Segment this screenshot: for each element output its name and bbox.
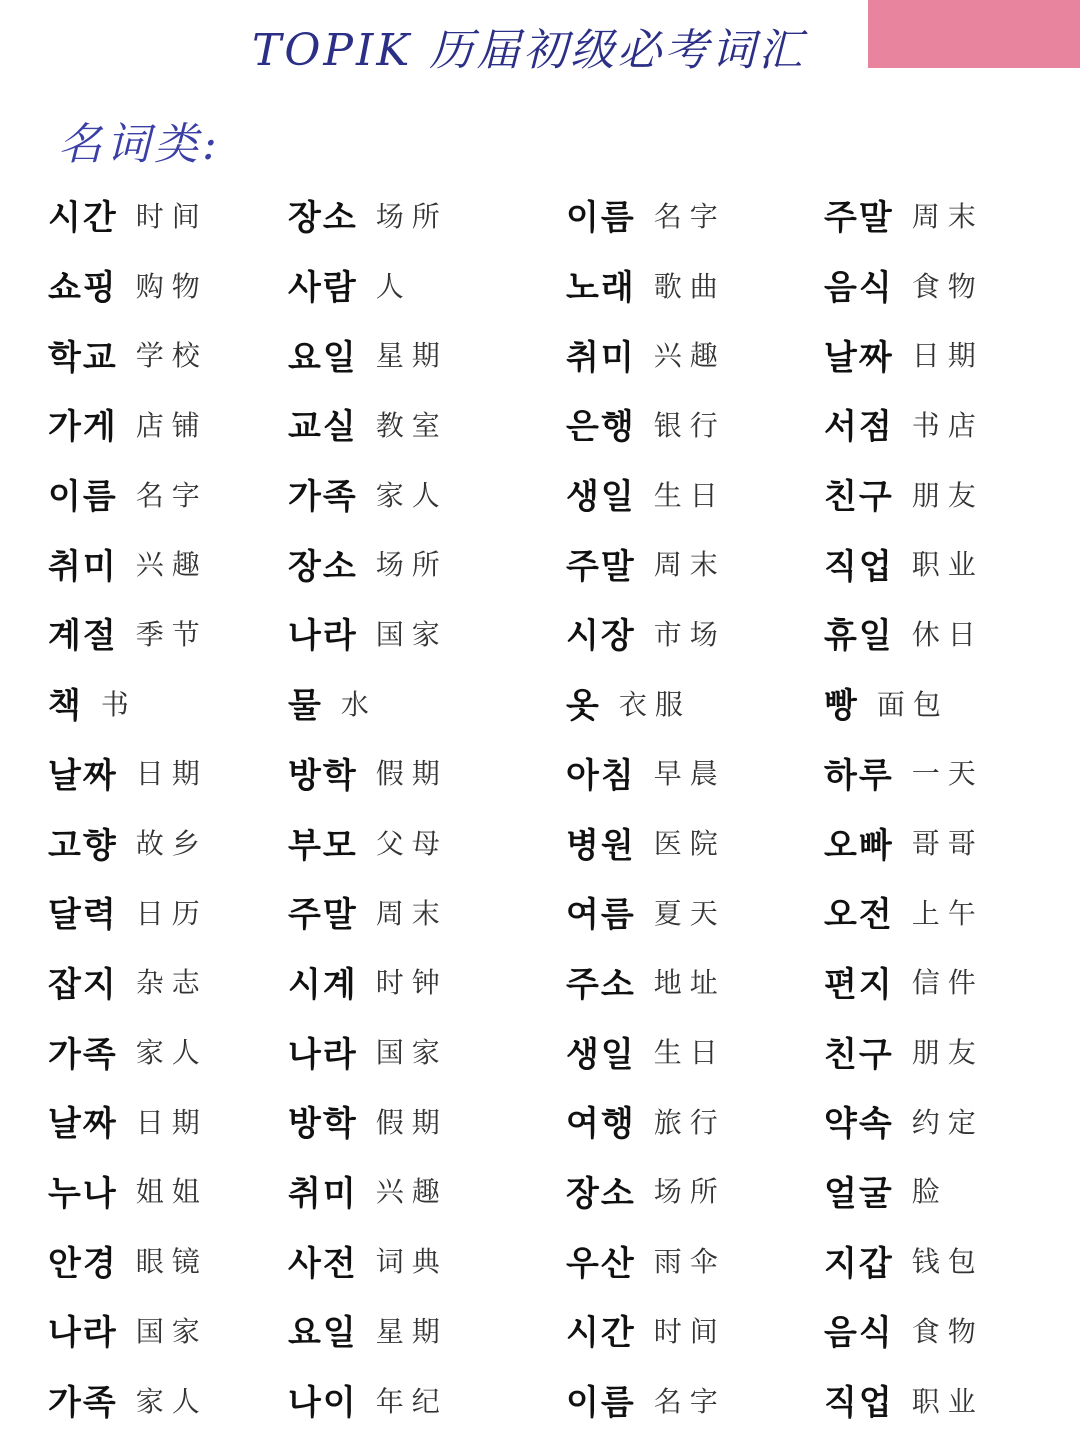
vocab-row — [48, 738, 1048, 808]
korean-word: 방학 — [288, 1104, 358, 1145]
vocab-entry — [824, 1016, 984, 1086]
vocab-entry — [824, 1086, 984, 1156]
vocab-row — [48, 807, 1048, 877]
chinese-meaning: 日期 — [135, 1105, 208, 1139]
vocab-entry — [566, 947, 726, 1017]
vocab-entry — [48, 1225, 208, 1295]
vocab-entry — [824, 807, 984, 877]
chinese-meaning: 哥哥 — [911, 827, 984, 861]
vocab-entry — [288, 528, 448, 598]
vocab-row — [48, 598, 1048, 668]
korean-word: 쇼핑 — [48, 268, 118, 309]
korean-word: 직업 — [824, 546, 894, 587]
vocab-entry — [566, 389, 726, 459]
korean-word: 나라 — [288, 616, 358, 657]
vocab-entry — [824, 180, 984, 250]
korean-word: 시계 — [288, 964, 358, 1005]
chinese-meaning: 周末 — [375, 896, 448, 930]
vocab-entry — [288, 877, 448, 947]
vocab-entry — [288, 668, 377, 738]
korean-word: 여행 — [566, 1104, 636, 1145]
vocab-row — [48, 459, 1048, 529]
korean-word: 가게 — [48, 407, 118, 448]
chinese-meaning: 名字 — [653, 1384, 726, 1418]
chinese-meaning: 眼镜 — [135, 1245, 208, 1279]
vocab-entry — [824, 528, 984, 598]
chinese-meaning: 职业 — [911, 1384, 984, 1418]
chinese-meaning: 名字 — [653, 199, 726, 233]
vocab-entry — [288, 807, 448, 877]
chinese-meaning: 星期 — [375, 1314, 448, 1348]
korean-word: 잡지 — [48, 964, 118, 1005]
vocab-entry — [566, 738, 726, 808]
chinese-meaning: 职业 — [911, 548, 984, 582]
chinese-meaning: 时间 — [135, 199, 208, 233]
vocab-row — [48, 528, 1048, 598]
chinese-meaning: 歌曲 — [653, 269, 726, 303]
chinese-meaning: 水 — [340, 687, 377, 721]
korean-word: 음식 — [824, 1313, 894, 1354]
vocab-row — [48, 1295, 1048, 1365]
korean-word: 방학 — [288, 755, 358, 796]
chinese-meaning: 日期 — [911, 339, 984, 373]
korean-word: 시간 — [566, 1313, 636, 1354]
vocab-entry — [566, 1156, 726, 1226]
chinese-meaning: 生日 — [653, 478, 726, 512]
vocab-entry — [288, 180, 448, 250]
chinese-meaning: 食物 — [911, 269, 984, 303]
korean-word: 교실 — [288, 407, 358, 448]
chinese-meaning: 家人 — [135, 1036, 208, 1070]
vocab-entry — [48, 1156, 208, 1226]
chinese-meaning: 上午 — [911, 896, 984, 930]
vocab-row — [48, 1365, 1048, 1434]
korean-word: 노래 — [566, 268, 636, 309]
korean-word: 지갑 — [824, 1243, 894, 1284]
chinese-meaning: 年纪 — [375, 1384, 448, 1418]
vocab-row — [48, 1086, 1048, 1156]
korean-word: 취미 — [48, 546, 118, 587]
korean-word: 음식 — [824, 268, 894, 309]
chinese-meaning: 朋友 — [911, 478, 984, 512]
chinese-meaning: 雨伞 — [653, 1245, 726, 1279]
korean-word: 이름 — [566, 198, 636, 239]
korean-word: 책 — [48, 686, 83, 727]
vocab-entry — [48, 947, 208, 1017]
korean-word: 약속 — [824, 1104, 894, 1145]
chinese-meaning: 食物 — [911, 1314, 984, 1348]
vocab-entry — [288, 1225, 448, 1295]
vocab-entry — [824, 598, 984, 668]
vocab-entry — [566, 180, 726, 250]
chinese-meaning: 假期 — [375, 1105, 448, 1139]
vocab-entry — [566, 1086, 726, 1156]
korean-word: 주말 — [566, 546, 636, 587]
section-heading: 名词类: — [58, 119, 221, 170]
vocab-entry — [824, 738, 984, 808]
vocab-row — [48, 1156, 1048, 1226]
chinese-meaning: 钱包 — [911, 1245, 984, 1279]
korean-word: 사전 — [288, 1243, 358, 1284]
vocab-entry — [824, 877, 984, 947]
chinese-meaning: 休日 — [911, 617, 984, 651]
korean-word: 부모 — [288, 825, 358, 866]
vocab-entry — [48, 319, 208, 389]
chinese-meaning: 朋友 — [911, 1036, 984, 1070]
korean-word: 생일 — [566, 477, 636, 518]
vocab-row — [48, 1225, 1048, 1295]
korean-word: 요일 — [288, 337, 358, 378]
vocab-entry — [48, 598, 208, 668]
chinese-meaning: 假期 — [375, 757, 448, 791]
korean-word: 생일 — [566, 1034, 636, 1075]
chinese-meaning: 早晨 — [653, 757, 726, 791]
chinese-meaning: 姐姐 — [135, 1175, 208, 1209]
vocab-entry — [48, 528, 208, 598]
vocab-entry — [566, 1365, 726, 1434]
chinese-meaning: 国家 — [375, 617, 448, 651]
korean-word: 나라 — [48, 1313, 118, 1354]
chinese-meaning: 兴趣 — [375, 1175, 448, 1209]
korean-word: 친구 — [824, 1034, 894, 1075]
vocab-entry — [288, 738, 448, 808]
chinese-meaning: 兴趣 — [135, 548, 208, 582]
vocab-entry — [288, 1365, 448, 1434]
korean-word: 편지 — [824, 964, 894, 1005]
vocab-entry — [48, 250, 208, 320]
chinese-meaning: 周末 — [911, 199, 984, 233]
vocab-entry — [824, 1365, 984, 1434]
vocab-entry — [288, 319, 448, 389]
vocab-entry — [48, 459, 208, 529]
vocab-entry — [48, 807, 208, 877]
korean-word: 얼굴 — [824, 1173, 894, 1214]
korean-word: 고향 — [48, 825, 118, 866]
vocab-entry — [566, 1225, 726, 1295]
korean-word: 누나 — [48, 1173, 118, 1214]
vocab-entry — [566, 528, 726, 598]
chinese-meaning: 夏天 — [653, 896, 726, 930]
vocab-entry — [48, 1365, 208, 1434]
chinese-meaning: 信件 — [911, 966, 984, 1000]
vocab-entry — [824, 459, 984, 529]
korean-word: 직업 — [824, 1383, 894, 1424]
korean-word: 안경 — [48, 1243, 118, 1284]
chinese-meaning: 银行 — [653, 408, 726, 442]
korean-word: 오전 — [824, 895, 894, 936]
korean-word: 휴일 — [824, 616, 894, 657]
chinese-meaning: 购物 — [135, 269, 208, 303]
vocab-entry — [566, 668, 691, 738]
chinese-meaning: 家人 — [375, 478, 448, 512]
vocab-entry — [824, 250, 984, 320]
chinese-meaning: 场所 — [375, 548, 448, 582]
korean-word: 주말 — [824, 198, 894, 239]
korean-word: 가족 — [48, 1383, 118, 1424]
vocab-entry — [288, 1016, 448, 1086]
chinese-meaning: 学校 — [135, 339, 208, 373]
chinese-meaning: 地址 — [653, 966, 726, 1000]
chinese-meaning: 星期 — [375, 339, 448, 373]
vocab-row — [48, 877, 1048, 947]
korean-word: 병원 — [566, 825, 636, 866]
vocab-entry — [288, 389, 448, 459]
chinese-meaning: 人 — [375, 269, 412, 303]
korean-word: 날짜 — [48, 1104, 118, 1145]
korean-word: 장소 — [288, 198, 358, 239]
vocab-entry — [288, 250, 412, 320]
chinese-meaning: 旅行 — [653, 1105, 726, 1139]
vocab-entry — [824, 1225, 984, 1295]
chinese-meaning: 故乡 — [135, 827, 208, 861]
korean-word: 학교 — [48, 337, 118, 378]
korean-word: 가족 — [288, 477, 358, 518]
korean-word: 옷 — [566, 686, 601, 727]
chinese-meaning: 场所 — [375, 199, 448, 233]
korean-word: 시간 — [48, 198, 118, 239]
korean-word: 주소 — [566, 964, 636, 1005]
vocab-entry — [48, 738, 208, 808]
pink-corner-tab — [868, 0, 1080, 68]
chinese-meaning: 国家 — [135, 1314, 208, 1348]
vocab-entry — [824, 1295, 984, 1365]
korean-word: 장소 — [288, 546, 358, 587]
korean-word: 가족 — [48, 1034, 118, 1075]
chinese-meaning: 衣服 — [618, 687, 691, 721]
vocab-entry — [288, 1086, 448, 1156]
chinese-meaning: 兴趣 — [653, 339, 726, 373]
vocab-entry — [48, 1016, 208, 1086]
korean-word: 빵 — [824, 686, 859, 727]
vocab-row — [48, 250, 1048, 320]
korean-word: 오빠 — [824, 825, 894, 866]
korean-word: 요일 — [288, 1313, 358, 1354]
chinese-meaning: 周末 — [653, 548, 726, 582]
chinese-meaning: 书店 — [911, 408, 984, 442]
korean-word: 물 — [288, 686, 323, 727]
chinese-meaning: 脸 — [911, 1175, 948, 1209]
vocab-entry — [566, 807, 726, 877]
korean-word: 시장 — [566, 616, 636, 657]
chinese-meaning: 约定 — [911, 1105, 984, 1139]
chinese-meaning: 杂志 — [135, 966, 208, 1000]
vocab-entry — [824, 319, 984, 389]
chinese-meaning: 词典 — [375, 1245, 448, 1279]
vocab-entry — [48, 389, 208, 459]
korean-word: 은행 — [566, 407, 636, 448]
vocab-entry — [824, 1156, 948, 1226]
vocab-row — [48, 668, 1048, 738]
chinese-meaning: 店铺 — [135, 408, 208, 442]
chinese-meaning: 时间 — [653, 1314, 726, 1348]
vocab-entry — [288, 598, 448, 668]
korean-word: 서점 — [824, 407, 894, 448]
chinese-meaning: 市场 — [653, 617, 726, 651]
vocab-entry — [566, 319, 726, 389]
vocab-row — [48, 947, 1048, 1017]
vocab-entry — [566, 250, 726, 320]
vocab-row — [48, 389, 1048, 459]
page-title: TOPIK 历届初级必考词汇 — [252, 25, 806, 76]
chinese-meaning: 教室 — [375, 408, 448, 442]
korean-word: 이름 — [48, 477, 118, 518]
korean-word: 아침 — [566, 755, 636, 796]
chinese-meaning: 医院 — [653, 827, 726, 861]
chinese-meaning: 父母 — [375, 827, 448, 861]
chinese-meaning: 生日 — [653, 1036, 726, 1070]
korean-word: 이름 — [566, 1383, 636, 1424]
korean-word: 장소 — [566, 1173, 636, 1214]
vocab-entry — [48, 1086, 208, 1156]
korean-word: 우산 — [566, 1243, 636, 1284]
korean-word: 계절 — [48, 616, 118, 657]
chinese-meaning: 季节 — [135, 617, 208, 651]
vocab-entry — [288, 459, 448, 529]
korean-word: 달력 — [48, 895, 118, 936]
korean-word: 친구 — [824, 477, 894, 518]
chinese-meaning: 家人 — [135, 1384, 208, 1418]
vocab-entry — [566, 459, 726, 529]
chinese-meaning: 名字 — [135, 478, 208, 512]
chinese-meaning: 一天 — [911, 757, 984, 791]
vocab-entry — [566, 1016, 726, 1086]
vocab-entry — [824, 668, 949, 738]
vocab-grid — [48, 180, 1048, 1434]
chinese-meaning: 国家 — [375, 1036, 448, 1070]
chinese-meaning: 日历 — [135, 896, 208, 930]
vocab-entry — [288, 947, 448, 1017]
vocab-entry — [566, 877, 726, 947]
korean-word: 사람 — [288, 268, 358, 309]
chinese-meaning: 场所 — [653, 1175, 726, 1209]
korean-word: 날짜 — [48, 755, 118, 796]
korean-word: 취미 — [288, 1173, 358, 1214]
korean-word: 날짜 — [824, 337, 894, 378]
korean-word: 나라 — [288, 1034, 358, 1075]
chinese-meaning: 时钟 — [375, 966, 448, 1000]
vocab-entry — [566, 1295, 726, 1365]
vocab-row — [48, 180, 1048, 250]
chinese-meaning: 面包 — [876, 687, 949, 721]
korean-word: 주말 — [288, 895, 358, 936]
vocab-entry — [288, 1295, 448, 1365]
vocab-entry — [566, 598, 726, 668]
vocab-row — [48, 319, 1048, 389]
korean-word: 여름 — [566, 895, 636, 936]
chinese-meaning: 书 — [100, 687, 137, 721]
vocab-entry — [48, 1295, 208, 1365]
vocab-row — [48, 1016, 1048, 1086]
korean-word: 나이 — [288, 1383, 358, 1424]
korean-word: 취미 — [566, 337, 636, 378]
vocab-entry — [48, 180, 208, 250]
vocab-entry — [824, 389, 984, 459]
vocab-entry — [824, 947, 984, 1017]
vocab-entry — [48, 877, 208, 947]
vocab-entry — [48, 668, 137, 738]
vocab-entry — [288, 1156, 448, 1226]
chinese-meaning: 日期 — [135, 757, 208, 791]
korean-word: 하루 — [824, 755, 894, 796]
